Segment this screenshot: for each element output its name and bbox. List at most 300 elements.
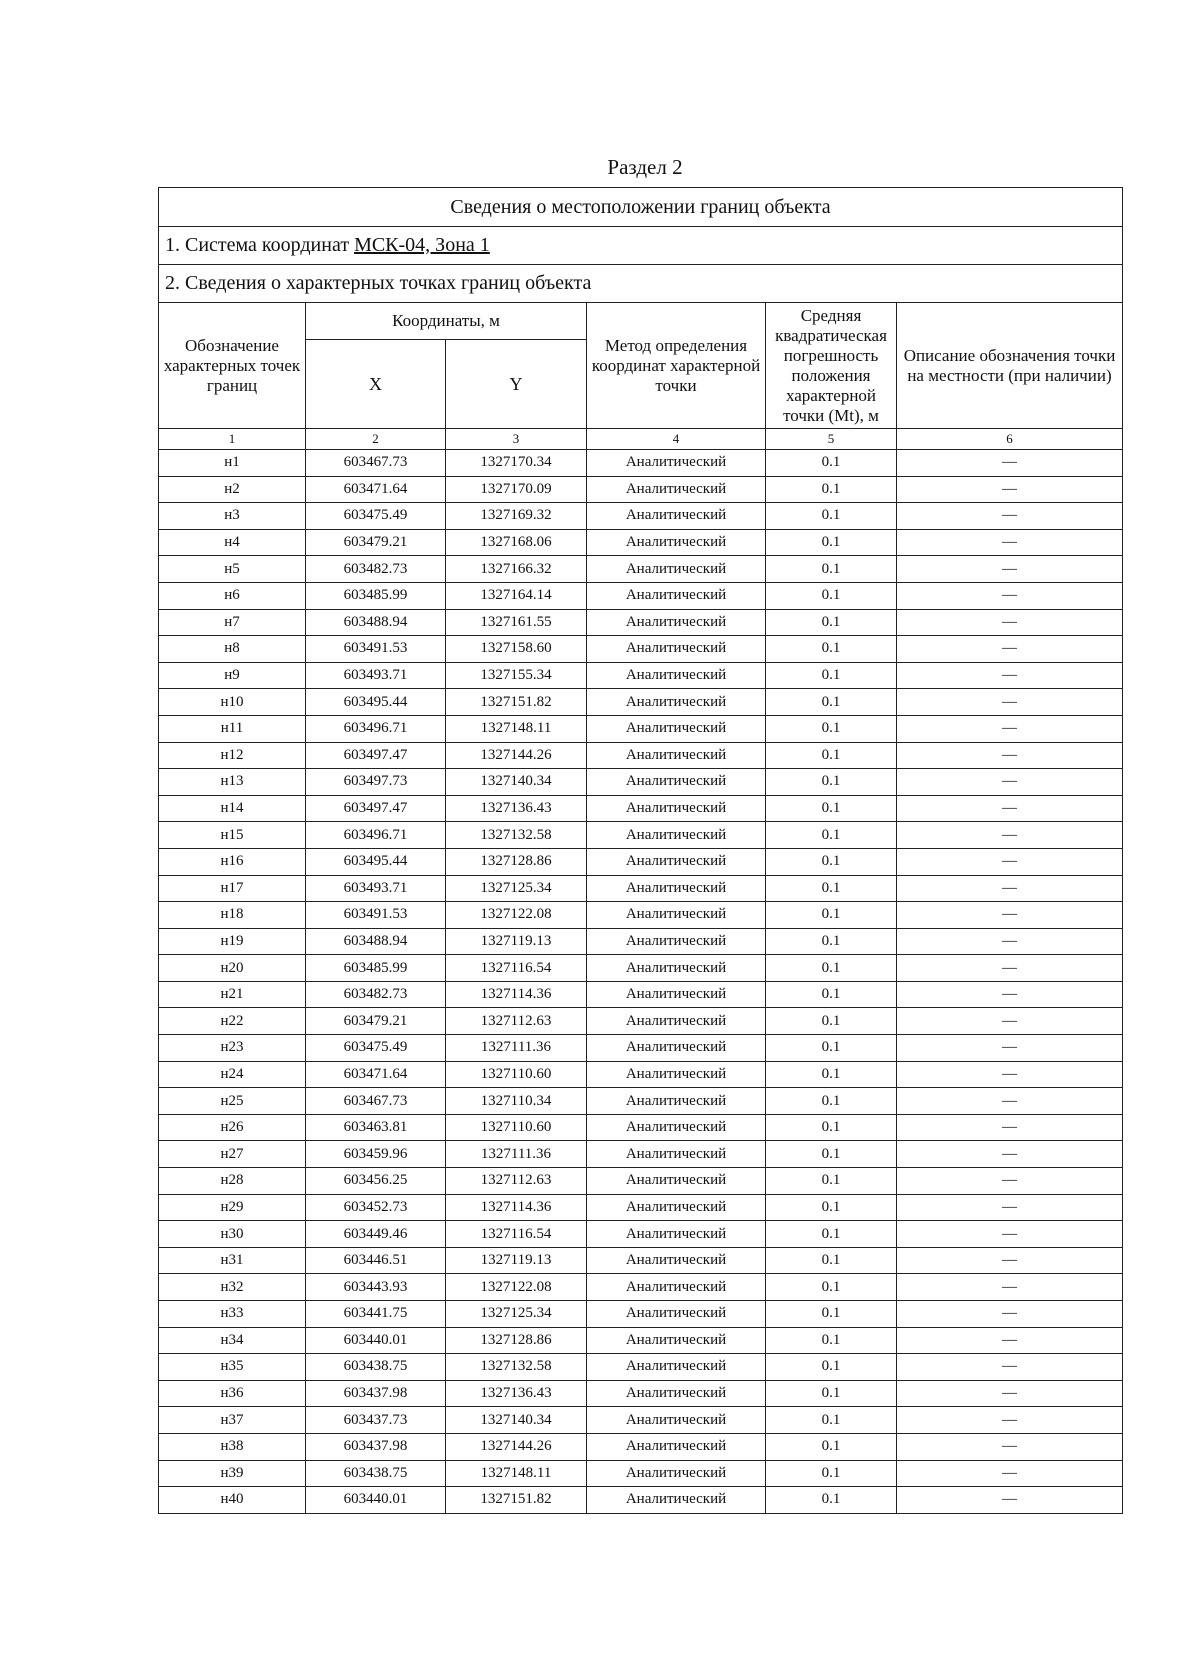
error: 0.1 xyxy=(766,1221,897,1248)
description: — xyxy=(897,1460,1123,1487)
description: — xyxy=(897,609,1123,636)
point-id: н12 xyxy=(159,742,306,769)
table-row xyxy=(159,742,1123,769)
point-id: н37 xyxy=(159,1407,306,1434)
table-row xyxy=(159,715,1123,742)
table-row xyxy=(159,503,1123,530)
method: Аналитический xyxy=(587,1460,766,1487)
coord-x: 603485.99 xyxy=(306,955,446,982)
description: — xyxy=(897,556,1123,583)
point-id: н3 xyxy=(159,503,306,530)
coord-y: 1327170.34 xyxy=(446,450,587,477)
error: 0.1 xyxy=(766,1008,897,1035)
coord-x: 603446.51 xyxy=(306,1247,446,1274)
description: — xyxy=(897,662,1123,689)
table-row xyxy=(159,1221,1123,1248)
point-id: н40 xyxy=(159,1487,306,1514)
coord-x: 603497.47 xyxy=(306,795,446,822)
table-row xyxy=(159,609,1123,636)
point-id: н27 xyxy=(159,1141,306,1168)
coord-y: 1327125.34 xyxy=(446,1301,587,1328)
description: — xyxy=(897,1194,1123,1221)
point-id: н35 xyxy=(159,1354,306,1381)
point-id: н26 xyxy=(159,1114,306,1141)
col-number: 1 xyxy=(159,429,306,450)
table-body xyxy=(159,450,1123,1514)
method: Аналитический xyxy=(587,1088,766,1115)
point-id: н31 xyxy=(159,1247,306,1274)
error: 0.1 xyxy=(766,476,897,503)
coord-y: 1327114.36 xyxy=(446,1194,587,1221)
point-id: н18 xyxy=(159,902,306,929)
coord-y: 1327170.09 xyxy=(446,476,587,503)
table-row xyxy=(159,1194,1123,1221)
table-row xyxy=(159,928,1123,955)
coord-x: 603463.81 xyxy=(306,1114,446,1141)
error: 0.1 xyxy=(766,981,897,1008)
coord-y: 1327166.32 xyxy=(446,556,587,583)
method: Аналитический xyxy=(587,556,766,583)
coord-x: 603475.49 xyxy=(306,503,446,530)
point-id: н29 xyxy=(159,1194,306,1221)
description: — xyxy=(897,1487,1123,1514)
description: — xyxy=(897,1035,1123,1062)
table-row xyxy=(159,556,1123,583)
description: — xyxy=(897,503,1123,530)
error: 0.1 xyxy=(766,1460,897,1487)
method: Аналитический xyxy=(587,1354,766,1381)
method: Аналитический xyxy=(587,1380,766,1407)
coord-y: 1327144.26 xyxy=(446,742,587,769)
description: — xyxy=(897,928,1123,955)
col-number: 3 xyxy=(446,429,587,450)
error: 0.1 xyxy=(766,1301,897,1328)
description: — xyxy=(897,1274,1123,1301)
method: Аналитический xyxy=(587,981,766,1008)
error: 0.1 xyxy=(766,1114,897,1141)
coord-y: 1327148.11 xyxy=(446,1460,587,1487)
coord-x: 603437.98 xyxy=(306,1380,446,1407)
error: 0.1 xyxy=(766,848,897,875)
description: — xyxy=(897,1247,1123,1274)
method: Аналитический xyxy=(587,902,766,929)
error: 0.1 xyxy=(766,503,897,530)
header-error: Средняя квадратическая погрешность положения характерной точки (Mt), м xyxy=(766,303,897,429)
description: — xyxy=(897,1008,1123,1035)
description: — xyxy=(897,1088,1123,1115)
point-id: н8 xyxy=(159,636,306,663)
method: Аналитический xyxy=(587,529,766,556)
method: Аналитический xyxy=(587,476,766,503)
coord-y: 1327122.08 xyxy=(446,902,587,929)
method: Аналитический xyxy=(587,1274,766,1301)
points-heading: 2. Сведения о характерных точках границ объекта xyxy=(159,265,1123,303)
description: — xyxy=(897,1141,1123,1168)
coord-x: 603496.71 xyxy=(306,822,446,849)
point-id: н38 xyxy=(159,1433,306,1460)
error: 0.1 xyxy=(766,1327,897,1354)
document-title: Сведения о местоположении границ объекта xyxy=(159,188,1123,227)
point-id: н22 xyxy=(159,1008,306,1035)
error: 0.1 xyxy=(766,689,897,716)
description: — xyxy=(897,1327,1123,1354)
coord-y: 1327140.34 xyxy=(446,769,587,796)
coord-y: 1327132.58 xyxy=(446,822,587,849)
coord-y: 1327151.82 xyxy=(446,689,587,716)
coord-x: 603485.99 xyxy=(306,582,446,609)
table-row xyxy=(159,636,1123,663)
coord-x: 603493.71 xyxy=(306,875,446,902)
error: 0.1 xyxy=(766,955,897,982)
method: Аналитический xyxy=(587,822,766,849)
table-row xyxy=(159,902,1123,929)
description: — xyxy=(897,450,1123,477)
point-id: н5 xyxy=(159,556,306,583)
coord-x: 603459.96 xyxy=(306,1141,446,1168)
method: Аналитический xyxy=(587,1061,766,1088)
coord-y: 1327111.36 xyxy=(446,1035,587,1062)
point-id: н33 xyxy=(159,1301,306,1328)
coord-x: 603456.25 xyxy=(306,1168,446,1195)
point-id: н16 xyxy=(159,848,306,875)
table-row xyxy=(159,1354,1123,1381)
description: — xyxy=(897,1407,1123,1434)
table-row xyxy=(159,476,1123,503)
coord-x: 603497.47 xyxy=(306,742,446,769)
coord-x: 603438.75 xyxy=(306,1354,446,1381)
coord-y: 1327161.55 xyxy=(446,609,587,636)
method: Аналитический xyxy=(587,662,766,689)
coord-x: 603440.01 xyxy=(306,1327,446,1354)
description: — xyxy=(897,476,1123,503)
point-id: н7 xyxy=(159,609,306,636)
method: Аналитический xyxy=(587,1114,766,1141)
coord-y: 1327128.86 xyxy=(446,848,587,875)
error: 0.1 xyxy=(766,1061,897,1088)
description: — xyxy=(897,795,1123,822)
header-method: Метод определения координат характерной точки xyxy=(587,303,766,429)
error: 0.1 xyxy=(766,1141,897,1168)
error: 0.1 xyxy=(766,1274,897,1301)
header-description: Описание обозначения точки на местности (при наличии) xyxy=(897,303,1123,429)
table-row xyxy=(159,529,1123,556)
table-row xyxy=(159,848,1123,875)
description: — xyxy=(897,689,1123,716)
method: Аналитический xyxy=(587,1487,766,1514)
header-designation: Обозначение характерных точек границ xyxy=(159,303,306,429)
point-id: н4 xyxy=(159,529,306,556)
header-x: X xyxy=(306,340,446,429)
error: 0.1 xyxy=(766,636,897,663)
table-row xyxy=(159,1301,1123,1328)
point-id: н20 xyxy=(159,955,306,982)
error: 0.1 xyxy=(766,1487,897,1514)
method: Аналитический xyxy=(587,1221,766,1248)
coord-x: 603495.44 xyxy=(306,848,446,875)
description: — xyxy=(897,902,1123,929)
method: Аналитический xyxy=(587,1008,766,1035)
header-y: Y xyxy=(446,340,587,429)
table-row xyxy=(159,1168,1123,1195)
coord-y: 1327122.08 xyxy=(446,1274,587,1301)
error: 0.1 xyxy=(766,609,897,636)
method: Аналитический xyxy=(587,689,766,716)
coord-y: 1327114.36 xyxy=(446,981,587,1008)
method: Аналитический xyxy=(587,1327,766,1354)
coord-y: 1327112.63 xyxy=(446,1168,587,1195)
coord-y: 1327125.34 xyxy=(446,875,587,902)
method: Аналитический xyxy=(587,1407,766,1434)
column-numbers-row xyxy=(159,429,1123,450)
table-row xyxy=(159,981,1123,1008)
point-id: н6 xyxy=(159,582,306,609)
table-row xyxy=(159,1141,1123,1168)
table-row xyxy=(159,795,1123,822)
method: Аналитический xyxy=(587,955,766,982)
coord-y: 1327158.60 xyxy=(446,636,587,663)
coord-x: 603471.64 xyxy=(306,476,446,503)
description: — xyxy=(897,1221,1123,1248)
coord-x: 603437.73 xyxy=(306,1407,446,1434)
method: Аналитический xyxy=(587,875,766,902)
error: 0.1 xyxy=(766,556,897,583)
description: — xyxy=(897,769,1123,796)
coord-y: 1327168.06 xyxy=(446,529,587,556)
coord-x: 603471.64 xyxy=(306,1061,446,1088)
description: — xyxy=(897,1433,1123,1460)
coord-x: 603479.21 xyxy=(306,1008,446,1035)
point-id: н36 xyxy=(159,1380,306,1407)
coord-y: 1327132.58 xyxy=(446,1354,587,1381)
error: 0.1 xyxy=(766,902,897,929)
col-number: 4 xyxy=(587,429,766,450)
method: Аналитический xyxy=(587,1194,766,1221)
coord-x: 603475.49 xyxy=(306,1035,446,1062)
table-row xyxy=(159,582,1123,609)
coord-x: 603467.73 xyxy=(306,1088,446,1115)
description: — xyxy=(897,1380,1123,1407)
table-row xyxy=(159,1061,1123,1088)
col-number: 2 xyxy=(306,429,446,450)
coord-y: 1327110.60 xyxy=(446,1114,587,1141)
error: 0.1 xyxy=(766,1407,897,1434)
col-number: 6 xyxy=(897,429,1123,450)
coord-y: 1327140.34 xyxy=(446,1407,587,1434)
table-row xyxy=(159,1327,1123,1354)
point-id: н11 xyxy=(159,715,306,742)
method: Аналитический xyxy=(587,1168,766,1195)
description: — xyxy=(897,822,1123,849)
error: 0.1 xyxy=(766,715,897,742)
method: Аналитический xyxy=(587,1141,766,1168)
coord-y: 1327128.86 xyxy=(446,1327,587,1354)
point-id: н23 xyxy=(159,1035,306,1062)
table-row xyxy=(159,1274,1123,1301)
table-row xyxy=(159,769,1123,796)
coord-y: 1327116.54 xyxy=(446,1221,587,1248)
coord-x: 603449.46 xyxy=(306,1221,446,1248)
coord-x: 603479.21 xyxy=(306,529,446,556)
description: — xyxy=(897,955,1123,982)
method: Аналитический xyxy=(587,1035,766,1062)
description: — xyxy=(897,529,1123,556)
error: 0.1 xyxy=(766,1088,897,1115)
method: Аналитический xyxy=(587,795,766,822)
description: — xyxy=(897,1301,1123,1328)
point-id: н13 xyxy=(159,769,306,796)
method: Аналитический xyxy=(587,928,766,955)
point-id: н14 xyxy=(159,795,306,822)
point-id: н15 xyxy=(159,822,306,849)
description: — xyxy=(897,848,1123,875)
header-coords: Координаты, м xyxy=(306,303,587,340)
coord-y: 1327112.63 xyxy=(446,1008,587,1035)
coord-x: 603437.98 xyxy=(306,1433,446,1460)
coord-y: 1327119.13 xyxy=(446,1247,587,1274)
coord-x: 603467.73 xyxy=(306,450,446,477)
coord-x: 603482.73 xyxy=(306,556,446,583)
error: 0.1 xyxy=(766,1035,897,1062)
method: Аналитический xyxy=(587,1433,766,1460)
error: 0.1 xyxy=(766,1433,897,1460)
coord-x: 603438.75 xyxy=(306,1460,446,1487)
coord-y: 1327144.26 xyxy=(446,1433,587,1460)
point-id: н2 xyxy=(159,476,306,503)
point-id: н34 xyxy=(159,1327,306,1354)
table-row xyxy=(159,1088,1123,1115)
point-id: н28 xyxy=(159,1168,306,1195)
point-id: н21 xyxy=(159,981,306,1008)
error: 0.1 xyxy=(766,822,897,849)
table-row xyxy=(159,1247,1123,1274)
description: — xyxy=(897,1354,1123,1381)
method: Аналитический xyxy=(587,769,766,796)
coord-y: 1327110.60 xyxy=(446,1061,587,1088)
error: 0.1 xyxy=(766,742,897,769)
point-id: н19 xyxy=(159,928,306,955)
coord-y: 1327119.13 xyxy=(446,928,587,955)
point-id: н30 xyxy=(159,1221,306,1248)
coord-x: 603443.93 xyxy=(306,1274,446,1301)
coord-x: 603488.94 xyxy=(306,928,446,955)
description: — xyxy=(897,981,1123,1008)
coord-x: 603452.73 xyxy=(306,1194,446,1221)
table-row xyxy=(159,1114,1123,1141)
method: Аналитический xyxy=(587,742,766,769)
method: Аналитический xyxy=(587,503,766,530)
table-row xyxy=(159,1433,1123,1460)
coord-x: 603441.75 xyxy=(306,1301,446,1328)
coord-y: 1327136.43 xyxy=(446,1380,587,1407)
table-row xyxy=(159,450,1123,477)
error: 0.1 xyxy=(766,1247,897,1274)
error: 0.1 xyxy=(766,1380,897,1407)
point-id: н9 xyxy=(159,662,306,689)
coord-x: 603493.71 xyxy=(306,662,446,689)
coord-x: 603440.01 xyxy=(306,1487,446,1514)
error: 0.1 xyxy=(766,662,897,689)
coord-y: 1327148.11 xyxy=(446,715,587,742)
table-row xyxy=(159,875,1123,902)
error: 0.1 xyxy=(766,795,897,822)
coord-system-prefix: 1. Система координат xyxy=(165,234,355,256)
method: Аналитический xyxy=(587,582,766,609)
method: Аналитический xyxy=(587,636,766,663)
table-row xyxy=(159,1008,1123,1035)
table-row xyxy=(159,1460,1123,1487)
description: — xyxy=(897,742,1123,769)
point-id: н39 xyxy=(159,1460,306,1487)
coord-y: 1327169.32 xyxy=(446,503,587,530)
error: 0.1 xyxy=(766,529,897,556)
description: — xyxy=(897,1061,1123,1088)
error: 0.1 xyxy=(766,928,897,955)
coord-x: 603497.73 xyxy=(306,769,446,796)
table-row xyxy=(159,1380,1123,1407)
coord-y: 1327111.36 xyxy=(446,1141,587,1168)
coord-y: 1327164.14 xyxy=(446,582,587,609)
error: 0.1 xyxy=(766,1168,897,1195)
method: Аналитический xyxy=(587,450,766,477)
coord-x: 603488.94 xyxy=(306,609,446,636)
table-row xyxy=(159,1035,1123,1062)
error: 0.1 xyxy=(766,875,897,902)
method: Аналитический xyxy=(587,609,766,636)
point-id: н24 xyxy=(159,1061,306,1088)
section-title: Раздел 2 xyxy=(607,155,683,179)
table-row xyxy=(159,955,1123,982)
point-id: н1 xyxy=(159,450,306,477)
error: 0.1 xyxy=(766,450,897,477)
point-id: н10 xyxy=(159,689,306,716)
method: Аналитический xyxy=(587,848,766,875)
point-id: н32 xyxy=(159,1274,306,1301)
coord-system-line xyxy=(159,227,1123,265)
description: — xyxy=(897,715,1123,742)
description: — xyxy=(897,636,1123,663)
error: 0.1 xyxy=(766,1354,897,1381)
coord-x: 603491.53 xyxy=(306,902,446,929)
error: 0.1 xyxy=(766,1194,897,1221)
coord-x: 603495.44 xyxy=(306,689,446,716)
point-id: н25 xyxy=(159,1088,306,1115)
description: — xyxy=(897,1114,1123,1141)
table-row xyxy=(159,1407,1123,1434)
col-number: 5 xyxy=(766,429,897,450)
table-row xyxy=(159,689,1123,716)
method: Аналитический xyxy=(587,1247,766,1274)
method: Аналитический xyxy=(587,715,766,742)
error: 0.1 xyxy=(766,769,897,796)
coord-x: 603482.73 xyxy=(306,981,446,1008)
coord-y: 1327155.34 xyxy=(446,662,587,689)
coord-x: 603491.53 xyxy=(306,636,446,663)
coord-y: 1327136.43 xyxy=(446,795,587,822)
coord-y: 1327116.54 xyxy=(446,955,587,982)
coord-y: 1327110.34 xyxy=(446,1088,587,1115)
coord-system-value: МСК-04, Зона 1 xyxy=(354,234,490,256)
method: Аналитический xyxy=(587,1301,766,1328)
description: — xyxy=(897,1168,1123,1195)
coord-x: 603496.71 xyxy=(306,715,446,742)
coord-y: 1327151.82 xyxy=(446,1487,587,1514)
boundary-points-table xyxy=(158,187,1123,1514)
error: 0.1 xyxy=(766,582,897,609)
table-row xyxy=(159,822,1123,849)
point-id: н17 xyxy=(159,875,306,902)
description: — xyxy=(897,582,1123,609)
table-row xyxy=(159,662,1123,689)
